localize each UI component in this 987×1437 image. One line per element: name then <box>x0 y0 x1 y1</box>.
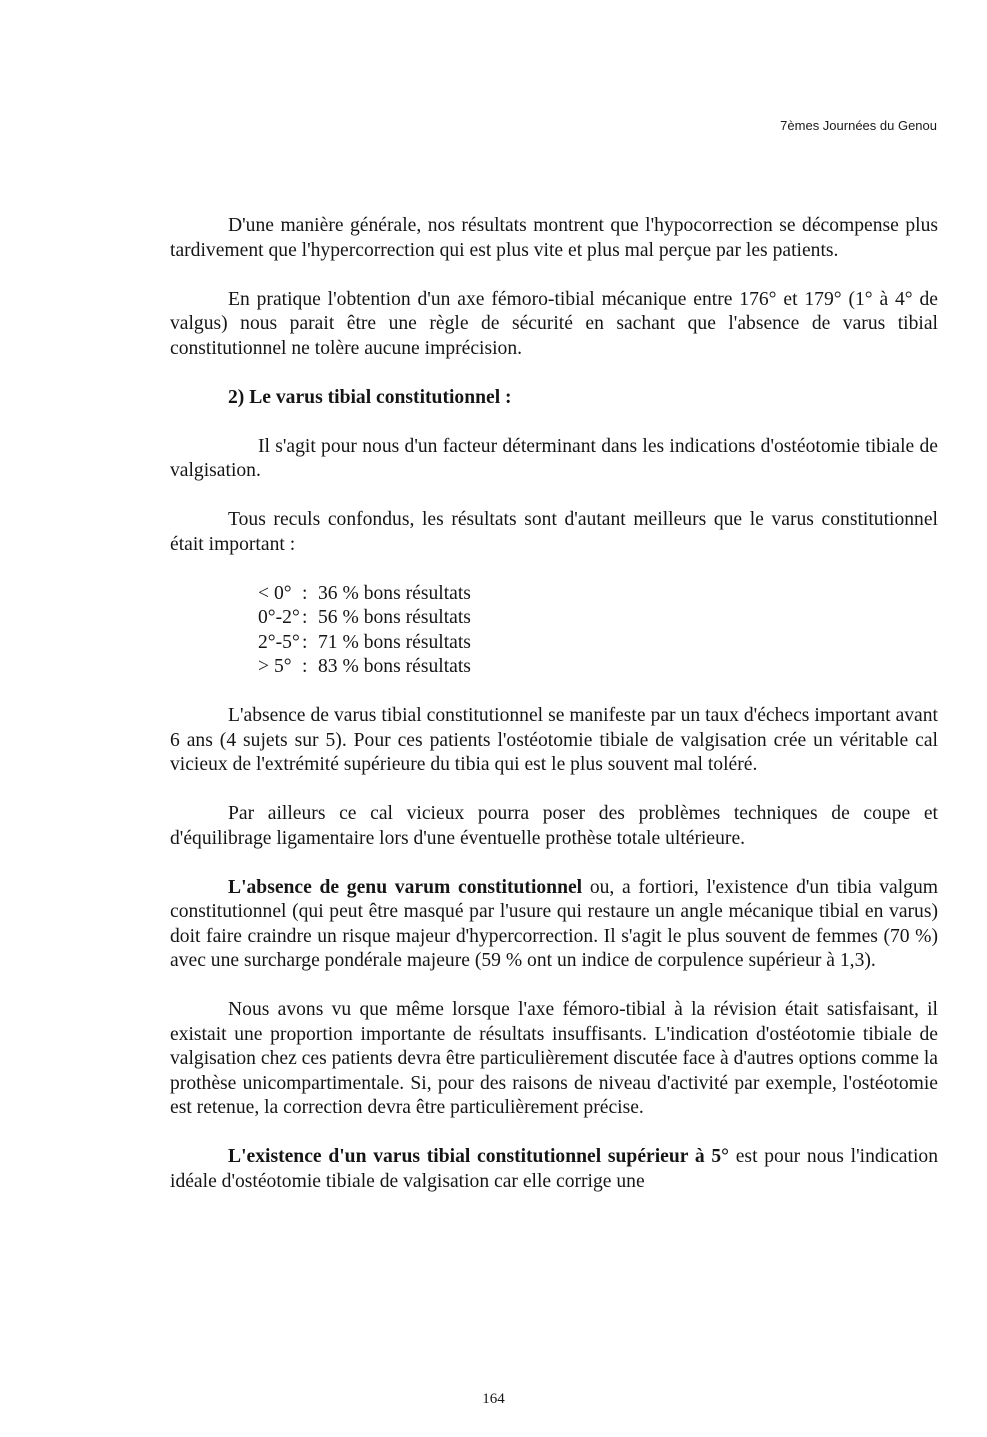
results-separator: : <box>302 607 308 628</box>
paragraph-7 <box>170 876 938 974</box>
bold-lead-in: L'existence d'un varus tibial constitutionnel supérieur à 5° <box>228 1146 729 1167</box>
results-range: 0°-2° <box>258 607 300 628</box>
section-heading: 2) Le varus tibial constitutionnel : <box>228 386 512 408</box>
paragraph-4: Tous reculs confondus, les résultats sont d'autant meilleurs que le varus constitutionnel était important : <box>170 509 938 555</box>
paragraph-1: D'une manière générale, nos résultats montrent que l'hypocorrection se décompense plus tardivement que l'hypercorrection qui est plus vite et plus mal perçue par les patients. <box>170 215 938 261</box>
paragraph-6: Par ailleurs ce cal vicieux pourra poser des problèmes techniques de coupe et d'équilibrage ligamentaire lors d'une éventuelle prothèse totale ultérieure. <box>170 803 938 849</box>
results-row <box>258 606 938 631</box>
results-row <box>258 655 938 680</box>
results-row <box>258 582 938 607</box>
results-value: 36 % bons résultats <box>318 582 471 604</box>
running-header: 7èmes Journées du Genou <box>780 118 937 133</box>
results-range: 2°-5° <box>258 631 300 653</box>
results-value: 56 % bons résultats <box>318 607 471 628</box>
results-row <box>258 631 938 656</box>
paragraph-9-rest: est pour nous l'indication idéale d'ostéotomie tibiale de valgisation car elle corrige une <box>170 1146 938 1192</box>
results-value: 83 % bons résultats <box>318 656 471 677</box>
paragraph-7-rest: ou, a fortiori, l'existence d'un tibia valgum constitutionnel (qui peut être masqué par l'usure qui restaure un angle mécanique tibial en varus) doit faire craindre un risque majeur d'hypercorrection. Il s'agit le plus souvent de femmes (70 %) avec une surcharge pondérale majeure (59 % ont un indice de corpulence supérieur à 1,3). <box>170 876 938 971</box>
results-list <box>258 582 938 680</box>
results-range: < 0° <box>258 582 292 604</box>
results-range: > 5° <box>258 656 292 677</box>
paragraph-5: L'absence de varus tibial constitutionnel se manifeste par un taux d'échecs important avant 6 ans (4 sujets sur 5). Pour ces patients l'ostéotomie tibiale de valgisation crée un véritable cal vicieux de l'extrémité supérieure du tibia qui est le plus souvent mal toléré. <box>170 705 938 775</box>
paragraph-9 <box>170 1145 938 1194</box>
results-separator: : <box>302 656 308 677</box>
results-separator: : <box>302 631 308 653</box>
results-separator: : <box>302 582 308 604</box>
paragraph-3: Il s'agit pour nous d'un facteur déterminant dans les indications d'ostéotomie tibiale de valgisation. <box>170 435 938 481</box>
paragraph-2: En pratique l'obtention d'un axe fémoro-tibial mécanique entre 176° et 179° (1° à 4° de valgus) nous parait être une règle de sécurité en sachant que l'absence de varus tibial constitutionnel ne tolère aucune imprécision. <box>170 288 938 359</box>
bold-lead-in: L'absence de genu varum constitutionnel <box>228 876 583 898</box>
page-number: 164 <box>482 1391 505 1407</box>
paragraph-8: Nous avons vu que même lorsque l'axe fémoro-tibial à la révision était satisfaisant, il existait une proportion importante de résultats insuffisants. L'indication d'ostéotomie tibiale de valgisation chez ces patients devra être particulièrement discutée face à d'autres options comme la prothèse unicompartimentale. Si, pour des raisons de niveau d'activité par exemple, l'ostéotomie est retenue, la correction devra être particulièrement précise. <box>170 999 938 1118</box>
results-value: 71 % bons résultats <box>318 631 471 653</box>
body-text <box>170 214 938 1219</box>
